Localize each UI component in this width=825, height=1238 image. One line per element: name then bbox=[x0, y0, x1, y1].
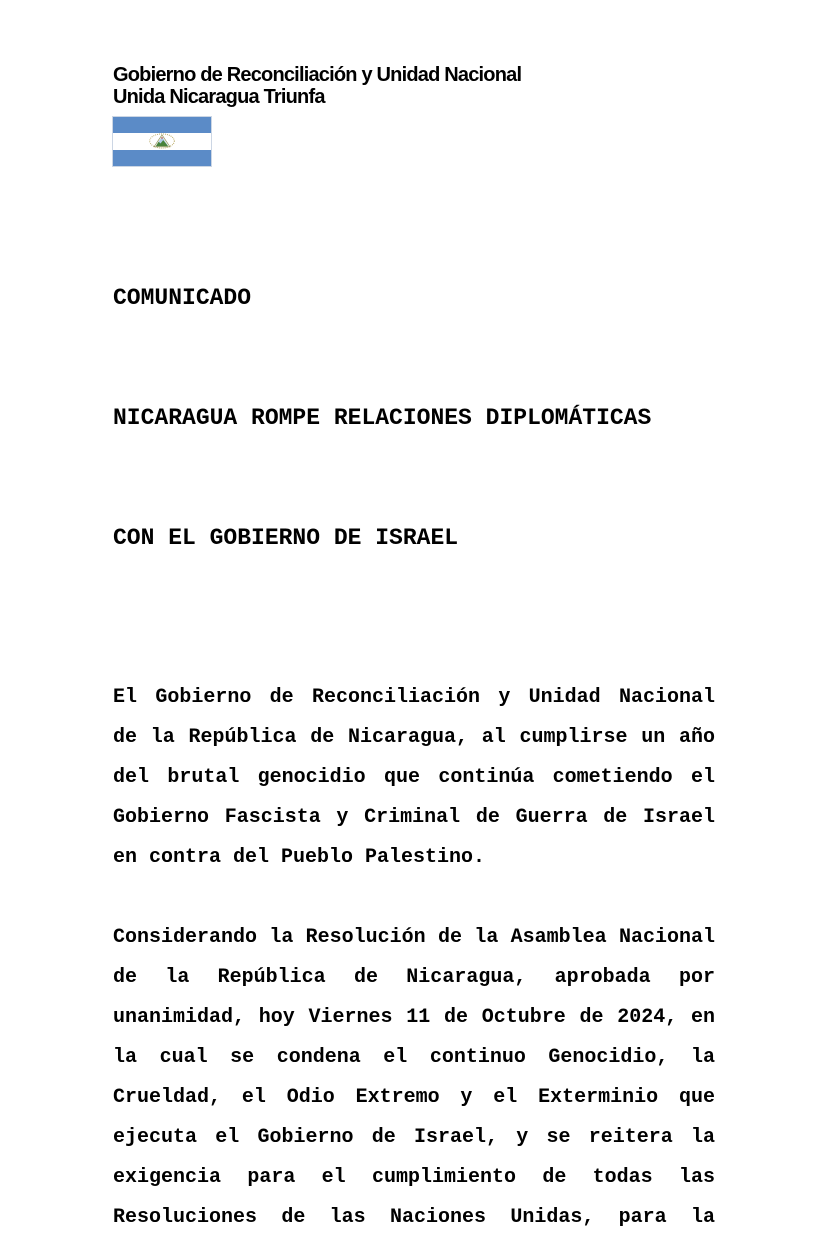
letterhead-motto: Unida Nicaragua Triunfa bbox=[113, 86, 325, 108]
flag-stripe-blue-top bbox=[113, 117, 211, 133]
flag-stripe-blue-bottom bbox=[113, 150, 211, 166]
communique-title bbox=[113, 198, 715, 638]
text-line: ejecuta el Gobierno de Israel, y se reitera la bbox=[113, 1126, 715, 1149]
text-line: de la República de Nicaragua, aprobada por bbox=[113, 966, 715, 989]
headline-line-2: CON EL GOBIERNO DE ISRAEL bbox=[113, 525, 459, 551]
text-line: unanimidad, hoy Viernes 11 de Octubre de 2024, en bbox=[113, 1006, 715, 1029]
text-line: Resoluciones de las Naciones Unidas, para la bbox=[113, 1206, 715, 1229]
text-line: la cual se condena el continuo Genocidio, la bbox=[113, 1046, 715, 1069]
text-line: Considerando la Resolución de la Asamblea Nacional bbox=[113, 926, 715, 949]
text-line: Gobierno Fascista y Criminal de Guerra de Israel bbox=[113, 806, 715, 829]
headline-line-1: NICARAGUA ROMPE RELACIONES DIPLOMÁTICAS bbox=[113, 405, 652, 431]
letterhead-org-name: Gobierno de Reconciliación y Unidad Nacional bbox=[113, 64, 522, 86]
communique-label: COMUNICADO bbox=[113, 285, 252, 311]
text-line: en contra del Pueblo Palestino. bbox=[113, 846, 486, 869]
paragraph-2 bbox=[113, 918, 715, 1238]
flag-stripe-white bbox=[113, 133, 211, 149]
text-line: Crueldad, el Odio Extremo y el Exterminio que bbox=[113, 1086, 715, 1109]
paragraph-1 bbox=[113, 678, 715, 878]
letterhead bbox=[113, 64, 715, 166]
text-line: exigencia para el cumplimiento de todas las bbox=[113, 1166, 715, 1189]
text-line: del brutal genocidio que continúa cometiendo el bbox=[113, 766, 715, 789]
text-line: El Gobierno de Reconciliación y Unidad Nacional bbox=[113, 686, 715, 709]
nicaragua-flag bbox=[113, 117, 211, 166]
text-line: de la República de Nicaragua, al cumplirse un año bbox=[113, 726, 715, 749]
coat-of-arms-emblem bbox=[147, 133, 177, 149]
